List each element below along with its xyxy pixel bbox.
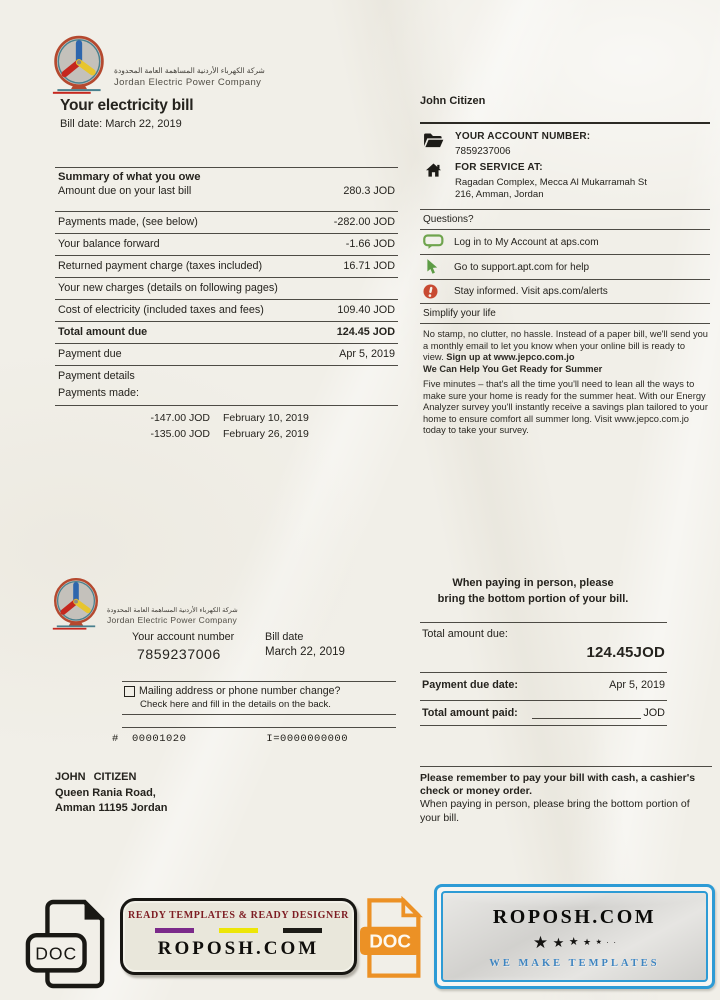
row-label: Returned payment charge (taxes included) (58, 260, 263, 272)
payment-reminder (420, 766, 712, 825)
banner-tagline: WE MAKE TEMPLATES (489, 958, 660, 969)
roposh-banner-right (434, 884, 715, 989)
bring-note-line2: bring the bottom portion of your bill. (437, 593, 629, 605)
stub-logo-block (52, 576, 238, 632)
row-value: 280.3 JOD (343, 185, 395, 197)
mailing-change-section (122, 681, 396, 715)
dot-icon: · (613, 937, 617, 947)
remittance-totals-table (420, 622, 667, 726)
question-item (420, 254, 710, 279)
summary-row (55, 211, 398, 233)
payment-entry (140, 412, 398, 424)
jepco-logo-icon (52, 34, 106, 96)
payment-entry (140, 428, 398, 440)
amount-paid-field[interactable] (532, 707, 642, 719)
row-label: Your balance forward (58, 238, 160, 250)
summary-row (55, 343, 398, 365)
service-address-line2: 216, Amman, Jordan (455, 189, 544, 200)
questions-title: Questions? (423, 214, 474, 225)
payment-amount: -147.00 JOD (150, 412, 210, 424)
total-paid-label: Total amount paid: (422, 707, 518, 719)
simplify-title: Simplify your life (423, 308, 496, 319)
dot-icon: · (606, 937, 609, 947)
company-name-arabic: شركة الكهرباء الأردنية المساهمة العامة المحدودة (107, 607, 238, 614)
row-value: -1.66 JOD (345, 238, 395, 250)
service-address-row (423, 162, 710, 201)
stub-account-label: Your account number (132, 631, 235, 643)
company-name-english: Jordan Electric Power Company (107, 615, 238, 625)
payment-details-heading: Payment details (58, 370, 135, 382)
payments-list (55, 406, 398, 440)
payment-details-section (55, 365, 398, 406)
doc-file-icon-black (24, 898, 108, 995)
star-icon: ★ (583, 937, 592, 947)
service-address-line1: Ragadan Complex, Mecca Al Mukarramah St (455, 177, 647, 188)
question-text: Go to support.apt.com for help (454, 261, 590, 273)
question-text: Stay informed. Visit aps.com/alerts (454, 286, 608, 297)
row-value: Apr 5, 2019 (339, 348, 395, 360)
total-due-value: 124.45JOD (586, 644, 665, 661)
summary-table (55, 167, 398, 444)
mailing-change-label: Mailing address or phone number change? (139, 685, 341, 697)
jepco-logo-icon (52, 576, 100, 632)
dash-purple (155, 928, 194, 933)
row-value: 124.45 JOD (336, 326, 395, 338)
recipient-address-line1: Queen Rania Road, (55, 786, 156, 799)
payment-due-date-value: Apr 5, 2019 (609, 679, 665, 691)
stub-account-number: 7859237006 (137, 646, 221, 662)
question-item (420, 279, 710, 303)
doc-label: DOC (35, 943, 78, 964)
payment-reminder-bold: Please remember to pay your bill with cash, a cashier's check or money order. (420, 772, 696, 798)
scanline-codes (112, 727, 396, 745)
mailing-change-subtext: Check here and fill in the details on the back. (140, 699, 331, 710)
total-paid-unit: JOD (643, 707, 665, 719)
row-label: Payment due (58, 348, 122, 360)
simplify-heading-row (420, 303, 710, 323)
paperless-text: No stamp, no clutter, no hassle. Instead of a paper bill, we'll send you a monthly email to let you know when your online bill is ready to view. (423, 329, 708, 362)
hash-symbol: # (112, 733, 119, 745)
summary-row (55, 299, 398, 321)
alert-icon (423, 284, 438, 299)
mailing-change-checkbox[interactable] (124, 686, 135, 697)
summary-row (55, 255, 398, 277)
recipient-address-line2: Amman 11195 Jordan (55, 802, 168, 814)
row-value: -282.00 JOD (333, 216, 395, 228)
stub-code-right: I=0000000000 (266, 733, 349, 745)
account-number-value: 7859237006 (455, 146, 511, 157)
row-label: Payments made, (see below) (58, 216, 198, 228)
banner-dashes (123, 928, 354, 933)
row-label: Total amount due (58, 326, 148, 338)
chat-bubble-icon (423, 234, 444, 250)
star-icon: ★ (568, 936, 579, 948)
total-paid-row (420, 700, 667, 726)
payments-made-heading: Payments made: (58, 387, 140, 399)
summer-heading: We Can Help You Get Ready for Summer (423, 363, 603, 374)
summary-row (55, 233, 398, 255)
banner-tagline: READY TEMPLATES & READY DESIGNER (128, 910, 349, 921)
question-text: Log in to My Account at aps.com (454, 236, 599, 248)
star-rating-decoration (443, 934, 706, 951)
summary-title: Summary of what you owe (58, 171, 201, 183)
question-item (420, 229, 710, 254)
payment-date: February 10, 2019 (223, 412, 309, 424)
summary-row-total (55, 321, 398, 343)
bring-note-line1: When paying in person, please (452, 577, 614, 589)
signup-text: Sign up at www.jepco.com.jo (446, 352, 575, 362)
summary-row (58, 185, 395, 197)
row-value: 109.40 JOD (337, 304, 395, 316)
cursor-icon (426, 259, 439, 275)
account-number-row (423, 131, 710, 157)
banner-brand: ROPOSH.COM (492, 906, 657, 928)
page-title: Your electricity bill (60, 97, 194, 114)
payment-date: February 26, 2019 (223, 428, 309, 440)
total-due-row (420, 622, 667, 672)
summer-paragraph: Five minutes – that's all the time you'll need to lean all the ways to make sure your home is ready for the summer heat. With our Energy Analyzer survey you'll instantly receive a savings plan tailored to your home to ensure comfort all summer long. Visit www.jepco.com.jo today to take your survey. (423, 379, 708, 435)
summary-row (55, 277, 398, 299)
account-panel (420, 122, 710, 209)
stub-bill-date-label: Bill date (265, 631, 304, 643)
star-icon: ★ (595, 939, 602, 946)
recipient-name: JOHN CITIZEN (55, 771, 137, 783)
payment-amount: -135.00 JOD (150, 428, 210, 440)
total-due-label: Total amount due: (422, 628, 508, 640)
paperless-paragraph (423, 329, 708, 364)
doc-file-icon-orange (360, 896, 424, 985)
payment-reminder-rest: When paying in person, please bring the bottom portion of your bill. (420, 798, 690, 824)
simplify-panel (420, 323, 710, 437)
folder-icon (423, 132, 444, 149)
doc-label: DOC (369, 930, 412, 952)
stub-bill-date: March 22, 2019 (265, 646, 345, 658)
row-value: 16.71 JOD (343, 260, 395, 272)
row-label: Amount due on your last bill (58, 185, 192, 197)
company-name-english: Jordan Electric Power Company (114, 77, 262, 88)
dash-black (283, 928, 322, 933)
star-icon: ★ (552, 935, 565, 950)
bring-portion-note (420, 575, 646, 607)
mailing-address-block (55, 770, 168, 817)
row-label: Your new charges (details on following pages) (58, 282, 278, 294)
customer-name: John Citizen (420, 95, 486, 107)
bill-date: Bill date: March 22, 2019 (60, 118, 182, 130)
payment-due-date-row (420, 672, 667, 700)
house-icon (426, 163, 441, 178)
company-logo-block (52, 34, 265, 96)
company-name-arabic: شركة الكهرباء الأردنية المساهمة العامة المحدودة (114, 66, 265, 75)
roposh-banner-left (120, 898, 357, 975)
payment-due-date-label: Payment due date: (422, 679, 518, 691)
row-label: Cost of electricity (included taxes and fees) (58, 304, 264, 316)
questions-heading-row (420, 209, 710, 229)
account-number-label: YOUR ACCOUNT NUMBER: (455, 131, 591, 142)
banner-brand: ROPOSH.COM (157, 938, 320, 959)
dash-yellow (219, 928, 258, 933)
star-icon: ★ (532, 933, 549, 952)
stub-code-left: 00001020 (132, 733, 187, 745)
service-at-label: FOR SERVICE AT: (455, 162, 543, 173)
right-column (420, 95, 710, 437)
